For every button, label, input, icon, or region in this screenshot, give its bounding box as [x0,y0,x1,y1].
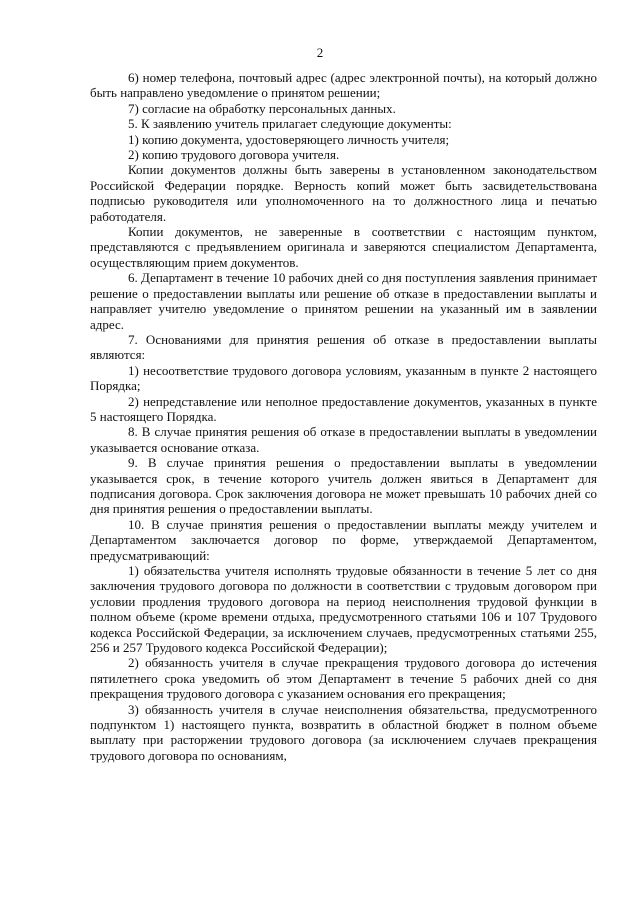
paragraph: 6) номер телефона, почтовый адрес (адрес электронной почты), на который должно быть направлено уведомление о принятом решении; [90,70,597,101]
paragraph: 2) копию трудового договора учителя. [128,147,340,163]
paragraph: 1) несоответствие трудового договора условиям, указанным в пункте 2 настоящего Порядка; [90,362,597,394]
paragraph: 3) обязанность учителя в случае неисполнения обязательства, предусмотренного подпунктом 1) настоящего пункта, возвратить в областной бюджет в полном объеме выплату при расторжении трудового договора (за исключением случаев прекращения трудового договора по основаниям, [90,701,597,763]
paragraph: Копии документов, не заверенные в соответствии с настоящим пунктом, представляются с предъявлением оригинала и заверяются специалистом Департамента, осуществляющим прием документов. [90,224,597,270]
paragraph: 6. Департамент в течение 10 рабочих дней со дня поступления заявления принимает решение о предоставлении выплаты или решение об отказе в предоставлении выплаты и направляет учителю уведомление о принятом решении на указанный им в заявлении адрес. [90,270,597,332]
paragraph: 8. В случае принятия решения об отказе в предоставлении выплаты в уведомлении указывается основание отказа. [90,424,597,455]
paragraph: 2) непредставление или неполное предоставление документов, указанных в пункте 5 настоящего Порядка. [90,393,597,424]
document-body [90,70,597,763]
paragraph: Копии документов должны быть заверены в установленном законодательством Российской Федерации порядке. Верность копий может быть засвидетельствована подписью руководителя или уполномоченного на то должностного лица и печатью работодателя. [90,162,597,224]
paragraph: 2) обязанность учителя в случае прекращения трудового договора до истечения пятилетнего срока уведомить об этом Департамент в течение 5 рабочих дней со дня прекращения трудового договора с указанием основания его прекращения; [90,655,597,702]
paragraph: 9. В случае принятия решения о предоставлении выплаты в уведомлении указывается срок, в течение которого учитель должен явиться в Департамент для подписания договора. Срок заключения договора не может превышать 10 рабочих дней со дня принятия решения о предоставлении выплаты. [90,455,597,517]
paragraph: 5. К заявлению учитель прилагает следующие документы: [128,116,452,132]
paragraph: 10. В случае принятия решения о предоставлении выплаты между учителем и Департаментом заключается договор по форме, утверждаемой Департаментом, предусматривающий: [90,516,597,563]
paragraph: 1) копию документа, удостоверяющего личность учителя; [128,131,450,147]
paragraph: 1) обязательства учителя исполнять трудовые обязанности в течение 5 лет со дня заключения трудового договора по должности в соответствии с трудовым договором при условии продления трудового договора на период неисполнения трудовой функции в полном объеме (кроме времени отдыха, предусмотренного статьями 106 и 107 Трудового кодекса Российской Федерации, за исключением случаев, предусмотренных статьями 255, 256 и 257 Трудового кодекса Российской Федерации); [90,563,597,656]
paragraph: 7. Основаниями для принятия решения об отказе в предоставлении выплаты являются: [90,331,597,363]
page-number: 2 [316,45,324,60]
paragraph: 7) согласие на обработку персональных данных. [128,100,396,116]
